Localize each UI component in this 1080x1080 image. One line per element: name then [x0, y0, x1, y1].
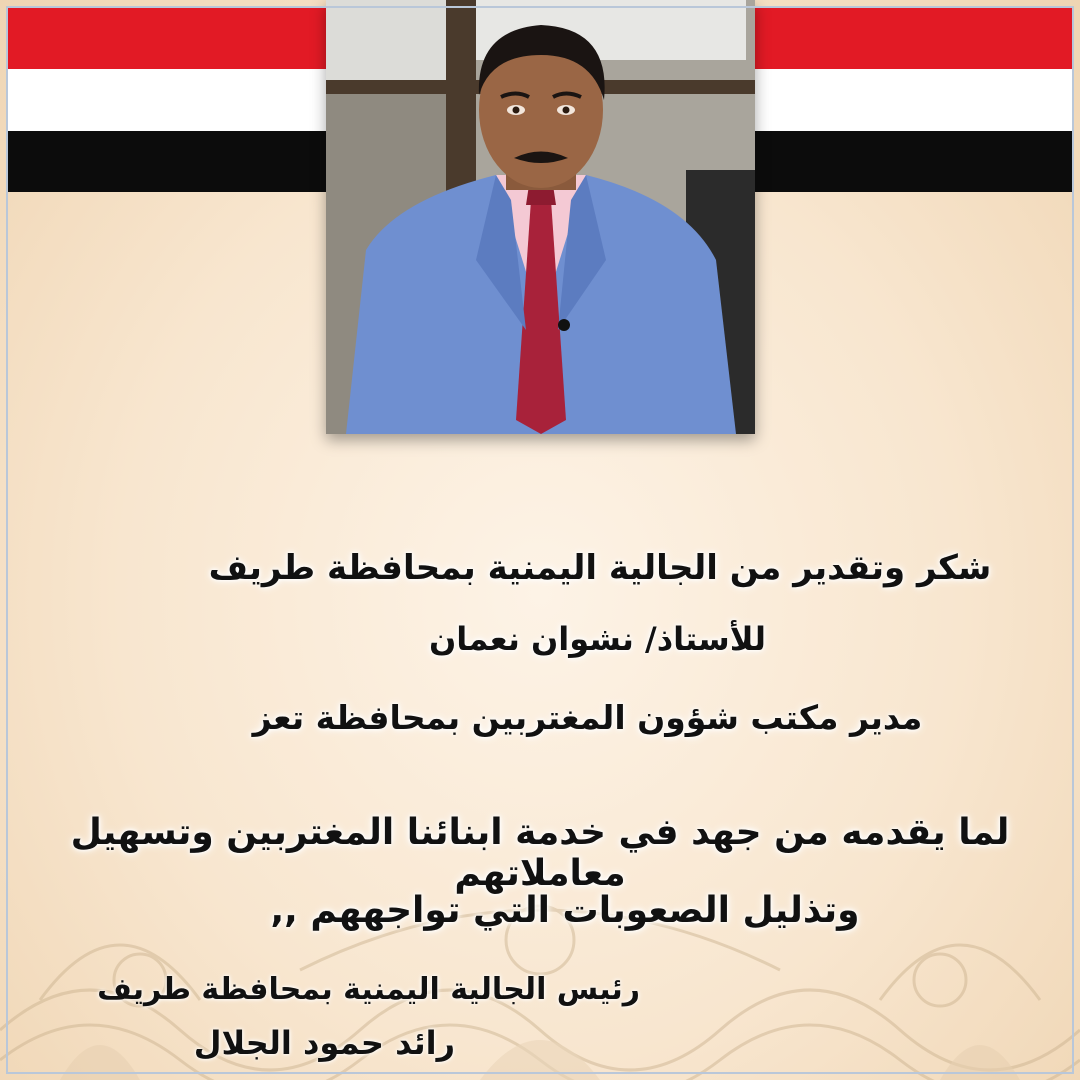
signature-name: رائد حمود الجلال — [193, 1024, 455, 1062]
flag-red-stripe — [8, 8, 326, 69]
flag-red-stripe — [755, 8, 1073, 69]
yemen-flag-right — [755, 8, 1073, 192]
yemen-flag-left — [8, 8, 326, 192]
thanks-heading: شكر وتقدير من الجالية اليمنية بمحافظة طريف — [208, 548, 992, 588]
signature-title: رئيس الجالية اليمنية بمحافظة طريف — [97, 972, 640, 1007]
portrait-photo — [326, 0, 755, 434]
message-body-line-1: لما يقدمه من جهد في خدمة ابنائنا المغتربين وتسهيل معاملاتهم — [70, 812, 1010, 894]
recipient-title: مدير مكتب شؤون المغتربين بمحافظة تعز — [252, 698, 923, 737]
flag-white-stripe — [755, 69, 1073, 130]
flag-black-stripe — [755, 131, 1073, 192]
message-body-line-2: وتذليل الصعوبات التي تواجههم ,, — [270, 890, 860, 931]
flag-black-stripe — [8, 131, 326, 192]
recipient-name: للأستاذ/ نشوان نعمان — [428, 620, 767, 658]
person-portrait-icon — [326, 0, 755, 434]
flag-white-stripe — [8, 69, 326, 130]
